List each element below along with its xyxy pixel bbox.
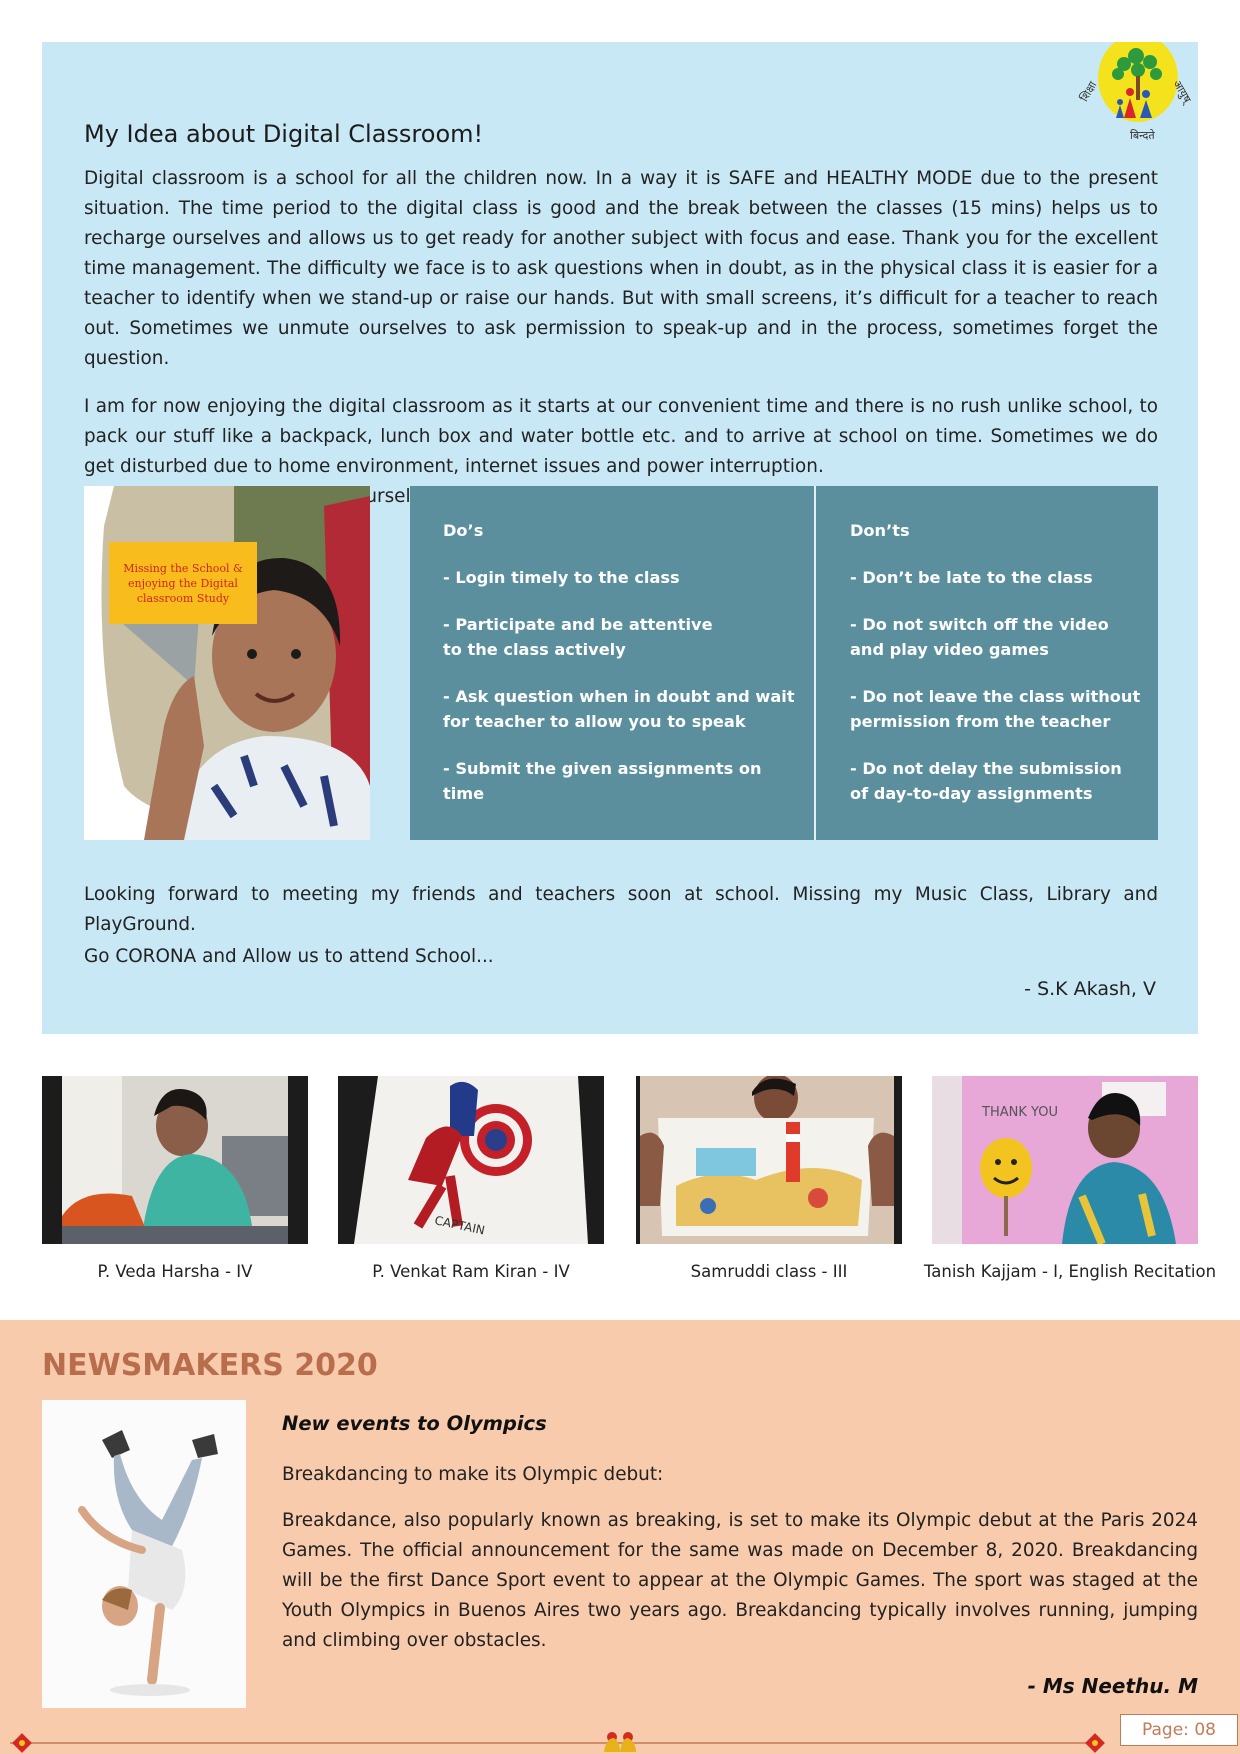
news-subtitle: New events to Olympics: [282, 1412, 547, 1435]
article-paragraph-2: I am for now enjoying the digital classroom as it starts at our convenient time and there is no rush unlike school, to pack our stuff like a backpack, lunch box and water bottle etc. and to arrive at school on time. Sometimes we do get disturbed due to home environment, internet issues and power interruption.: [84, 396, 1158, 477]
ship-drawing-photo: [636, 1076, 902, 1244]
boy-photo-illustration: [84, 486, 370, 840]
footer-ornament-line: [0, 1732, 1240, 1754]
student-photo: [84, 486, 370, 840]
article-paragraph-3: Looking forward to meeting my friends and teachers soon at school. Missing my Music Class, Library and PlayGround.: [84, 884, 1158, 935]
dos-item: - Ask question when in doubt and wait for teacher to allow you to speak: [443, 687, 795, 731]
dos-item: - Participate and be attentive to the class actively: [443, 615, 713, 659]
newsmakers-panel: [0, 1320, 1240, 1754]
dos-item: - Login timely to the class: [443, 568, 680, 587]
gallery-caption-1: P. Veda Harsha - IV: [97, 1262, 253, 1281]
diamond-ornament-icon: [1085, 1733, 1105, 1753]
dos-donts-panel: [410, 486, 1158, 840]
column-divider: [814, 486, 816, 840]
page-number: Page: 08: [1120, 1714, 1238, 1746]
article-paragraph-1: Digital classroom is a school for all the children now. In a way it is SAFE and HEALTHY MODE due to the present situation. The time period to the digital class is good and the break between the classes (15 mins) helps us to recharge ourselves and allows us to get ready for another subject with focus and ease. Thank you for the excellent time management. The difficulty we face is to ask questions when in doubt, as in the physical class it is easier for a teacher to identify when we stand-up or raise our hands. But with small screens, it’s difficult for a teacher to reach out. Sometimes we unmute ourselves to ask permission to speak-up and in the process, sometimes forget the question.: [84, 168, 1158, 369]
logo-left-text: शिक्षा: [1077, 79, 1100, 104]
captain-drawing-photo: [338, 1076, 604, 1244]
breakdancer-illustration: [42, 1400, 246, 1708]
donts-item: - Do not delay the submission of day-to-day assignments: [850, 759, 1122, 803]
news-paragraph-2: Breakdance, also popularly known as breaking, is set to make its Olympic debut at the Paris 2024 Games. The official announcement for the same was made on December 8, 2020. Breakdancing will be the first Dance Sport event to appear at the Olympic Games. The sport was staged at the Youth Olympics in Buenos Aires two years ago. Breakdancing typically involves running, jumping and climbing over obstacles.: [282, 1510, 1198, 1651]
news-paragraph-1: Breakdancing to make its Olympic debut:: [282, 1464, 664, 1485]
diamond-ornament-icon: [12, 1733, 32, 1753]
dos-column: [443, 518, 803, 828]
donts-item: - Don’t be late to the class: [850, 568, 1093, 587]
card-text: THANK YOU: [982, 1105, 1058, 1120]
drawing-text: CAPTAIN: [433, 1213, 487, 1238]
logo-right-text: आयुष्: [1170, 77, 1194, 106]
child-with-toy-photo: [42, 1076, 308, 1244]
donts-column: [850, 518, 1150, 828]
news-title: NEWSMAKERS 2020: [42, 1348, 378, 1383]
gallery-caption-4: Tanish Kajjam - I, English Recitation: [923, 1262, 1217, 1281]
school-logo: [1077, 42, 1194, 152]
logo-bottom-text: बिन्दते: [1130, 129, 1155, 142]
gallery-photo-4: [932, 1076, 1198, 1244]
article-signature: - S.K Akash, V: [1024, 978, 1156, 1000]
article-title: My Idea about Digital Classroom!: [84, 120, 484, 148]
gallery-caption-3: Samruddi class - III: [690, 1262, 848, 1281]
gallery-photo-3: [636, 1076, 902, 1244]
dos-item: - Submit the given assignments on time: [443, 759, 762, 803]
news-signature: - Ms Neethu. M: [1027, 1674, 1198, 1698]
article-paragraph-4: Go CORONA and Allow us to attend School...: [84, 946, 494, 967]
donts-item: - Do not switch off the video and play video games: [850, 615, 1109, 659]
bell-ornament-icon: [604, 1732, 636, 1752]
breakdancer-photo: [42, 1400, 246, 1708]
gallery-photo-1: [42, 1076, 308, 1244]
article-paragraph-2b: ourselves: [354, 486, 443, 507]
dos-heading: Do’s: [443, 521, 484, 540]
gallery-photo-2: [338, 1076, 604, 1244]
article-panel: [42, 42, 1198, 1034]
donts-heading: Don’ts: [850, 521, 910, 540]
recitation-photo: [932, 1076, 1198, 1244]
photo-note: Missing the School & enjoying the Digital classroom Study: [109, 542, 257, 624]
gallery-caption-2: P. Venkat Ram Kiran - IV: [372, 1262, 570, 1281]
donts-item: - Do not leave the class without permission from the teacher: [850, 687, 1141, 731]
